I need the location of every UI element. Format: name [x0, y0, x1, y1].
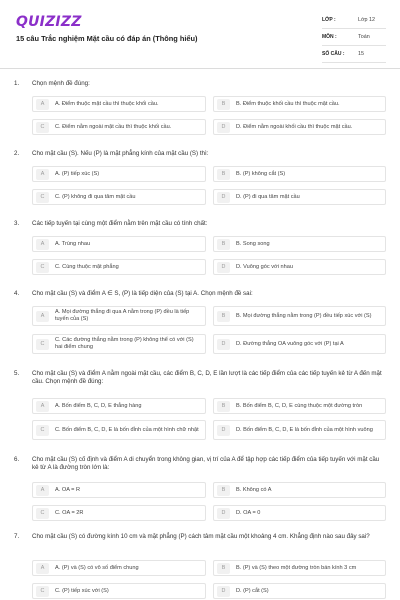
option-text: B. (P) và (S) theo một đường tròn bán kính 3 cm	[236, 564, 357, 571]
meta-row-question-count	[322, 46, 386, 63]
option-a[interactable]	[32, 482, 206, 498]
question-number: 2.	[14, 150, 20, 157]
option-d[interactable]	[213, 119, 386, 135]
option-letter: D	[217, 262, 230, 273]
option-text: C. Các đường thẳng nằm trong (P) không thể có với (S) hai điểm chung	[55, 337, 194, 350]
option-text: B. Bốn điểm B, C, D, E cùng thuộc một đường tròn	[236, 402, 363, 409]
option-c[interactable]	[32, 189, 206, 205]
option-letter: D	[217, 192, 230, 203]
option-text: C. Bốn điểm B, C, D, E là bốn đỉnh của một hình chữ nhật	[55, 426, 199, 433]
option-text: B. Song song	[236, 240, 270, 247]
question-number: 3.	[14, 220, 20, 227]
option-text: D. OA = 0	[236, 509, 261, 516]
option-letter: B	[217, 169, 230, 180]
option-text: C. (P) tiếp xúc với (S)	[55, 587, 109, 594]
option-text: D. Vuông góc với nhau	[236, 263, 293, 270]
option-letter: B	[217, 563, 230, 574]
option-c[interactable]	[32, 334, 206, 354]
option-d[interactable]	[213, 259, 386, 275]
option-letter: C	[36, 122, 49, 133]
option-d[interactable]	[213, 583, 386, 599]
option-c[interactable]	[32, 505, 206, 521]
option-b[interactable]	[213, 306, 386, 326]
option-text: D. Điểm nằm ngoài khối cầu thì thuộc mặt cầu.	[236, 123, 353, 130]
question-text: Cho mặt cầu (S) và điểm A nằm ngoài mặt cầu, các điểm B, C, D, E lần lượt là các tiếp điểm của các tiếp tuyến kẻ từ A đến mặt cầu. Chọn mệnh đề đúng:	[32, 370, 382, 386]
option-letter: B	[217, 99, 230, 110]
option-text: D. (P) đi qua tâm mặt cầu	[236, 193, 300, 200]
option-letter: D	[217, 508, 230, 519]
meta-row-grade	[322, 12, 386, 29]
question-text: Các tiếp tuyến tại cùng một điểm nằm trên mặt cầu có tính chất:	[32, 220, 208, 227]
option-c[interactable]	[32, 119, 206, 135]
option-letter: B	[217, 485, 230, 496]
meta-value: Toán	[358, 34, 370, 40]
option-letter: A	[36, 485, 49, 496]
header-divider	[0, 68, 400, 69]
question-number: 4.	[14, 290, 20, 297]
option-letter: C	[36, 508, 49, 519]
option-text: A. Mọi đường thẳng đi qua A nằm trong (P) đều là tiếp tuyến của (S)	[55, 309, 190, 322]
question-text: Cho mặt cầu (S) và điểm A ∈ S, (P) là tiếp diện của (S) tại A. Chọn mệnh đề sai:	[32, 290, 253, 297]
worksheet-meta	[322, 12, 386, 63]
option-letter: D	[217, 122, 230, 133]
question-number: 6.	[14, 456, 20, 463]
option-text: D. (P) cắt (S)	[236, 587, 269, 594]
option-b[interactable]	[213, 560, 386, 576]
option-text: C. OA = 2R	[55, 509, 84, 516]
question-text: Cho mặt cầu (S). Nếu (P) là mặt phẳng kính của mặt cầu (S) thì:	[32, 150, 209, 157]
option-text: A. Trùng nhau	[55, 240, 91, 247]
option-d[interactable]	[213, 189, 386, 205]
meta-label: LỚP :	[322, 17, 336, 23]
option-text: A. Bốn điểm B, C, D, E thẳng hàng	[55, 402, 142, 409]
option-a[interactable]	[32, 398, 206, 414]
option-b[interactable]	[213, 166, 386, 182]
option-b[interactable]	[213, 482, 386, 498]
option-letter: A	[36, 401, 49, 412]
meta-value: 15	[358, 51, 364, 57]
option-text: B. Điểm thuộc khối cầu thì thuộc mặt cầu.	[236, 100, 340, 107]
option-d[interactable]	[213, 334, 386, 354]
option-letter: A	[36, 99, 49, 110]
quizizz-logo: QUIZIZZ	[16, 14, 82, 30]
option-a[interactable]	[32, 560, 206, 576]
option-c[interactable]	[32, 420, 206, 440]
option-text: A. (P) tiếp xúc (S)	[55, 170, 100, 177]
option-text: B. Mọi đường thẳng nằm trong (P) đều tiếp xúc với (S)	[236, 312, 372, 319]
option-letter: C	[36, 339, 49, 350]
meta-row-subject	[322, 29, 386, 46]
option-text: D. Bốn điểm B, C, D, E là bốn đỉnh của một hình vuông	[236, 426, 373, 433]
option-text: B. Không có A	[236, 486, 272, 493]
option-b[interactable]	[213, 398, 386, 414]
option-text: D. Đường thẳng OA vuông góc với (P) tại A	[236, 340, 344, 347]
option-letter: C	[36, 262, 49, 273]
option-letter: C	[36, 192, 49, 203]
question-text: Chọn mệnh đề đúng:	[32, 80, 90, 87]
option-c[interactable]	[32, 583, 206, 599]
option-b[interactable]	[213, 236, 386, 252]
option-a[interactable]	[32, 96, 206, 112]
question-number: 1.	[14, 80, 20, 87]
option-text: A. OA = R	[55, 486, 81, 493]
option-b[interactable]	[213, 96, 386, 112]
worksheet-title: 15 câu Trắc nghiệm Mặt cầu có đáp án (Thông hiểu)	[16, 34, 198, 43]
option-d[interactable]	[213, 420, 386, 440]
meta-value: Lớp 12	[358, 17, 376, 23]
option-letter: A	[36, 311, 49, 322]
option-text: A. Điểm thuộc mặt cầu thì thuộc khối cầu.	[55, 100, 159, 107]
meta-label: SỐ CÂU :	[322, 51, 345, 57]
option-letter: B	[217, 401, 230, 412]
option-letter: A	[36, 563, 49, 574]
option-letter: B	[217, 239, 230, 250]
option-text: B. (P) không cắt (S)	[236, 170, 286, 177]
option-letter: D	[217, 586, 230, 597]
option-text: C. (P) không đi qua tâm mặt cầu	[55, 193, 136, 200]
question-text: Cho mặt cầu (S) có đường kính 10 cm và mặt phẳng (P) cách tâm mặt cầu một khoảng 4 cm. Khẳng định nào sau đây sai?	[32, 533, 370, 540]
option-letter: A	[36, 239, 49, 250]
option-letter: D	[217, 425, 230, 436]
worksheet-header	[0, 0, 400, 66]
option-letter: C	[36, 425, 49, 436]
option-text: C. Cùng thuộc mặt phẳng	[55, 263, 119, 270]
option-a[interactable]	[32, 166, 206, 182]
option-c[interactable]	[32, 259, 206, 275]
option-d[interactable]	[213, 505, 386, 521]
option-text: C. Điểm nằm ngoài mặt cầu thì thuộc khối cầu.	[55, 123, 172, 130]
option-letter: A	[36, 169, 49, 180]
option-letter: D	[217, 339, 230, 350]
meta-label: MÔN :	[322, 34, 337, 40]
option-a[interactable]	[32, 306, 206, 326]
question-number: 5.	[14, 370, 20, 377]
option-a[interactable]	[32, 236, 206, 252]
option-letter: B	[217, 311, 230, 322]
option-text: A. (P) và (S) có vô số điểm chung	[55, 564, 139, 571]
question-text: Cho mặt cầu (S) cố định và điểm A di chuyển trong không gian, vị trí của A để tập hợp các tiếp điểm của tiếp tuyến với mặt cầu kẻ từ A là đường tròn lớn là:	[32, 456, 380, 472]
question-number: 7.	[14, 533, 20, 540]
option-letter: C	[36, 586, 49, 597]
